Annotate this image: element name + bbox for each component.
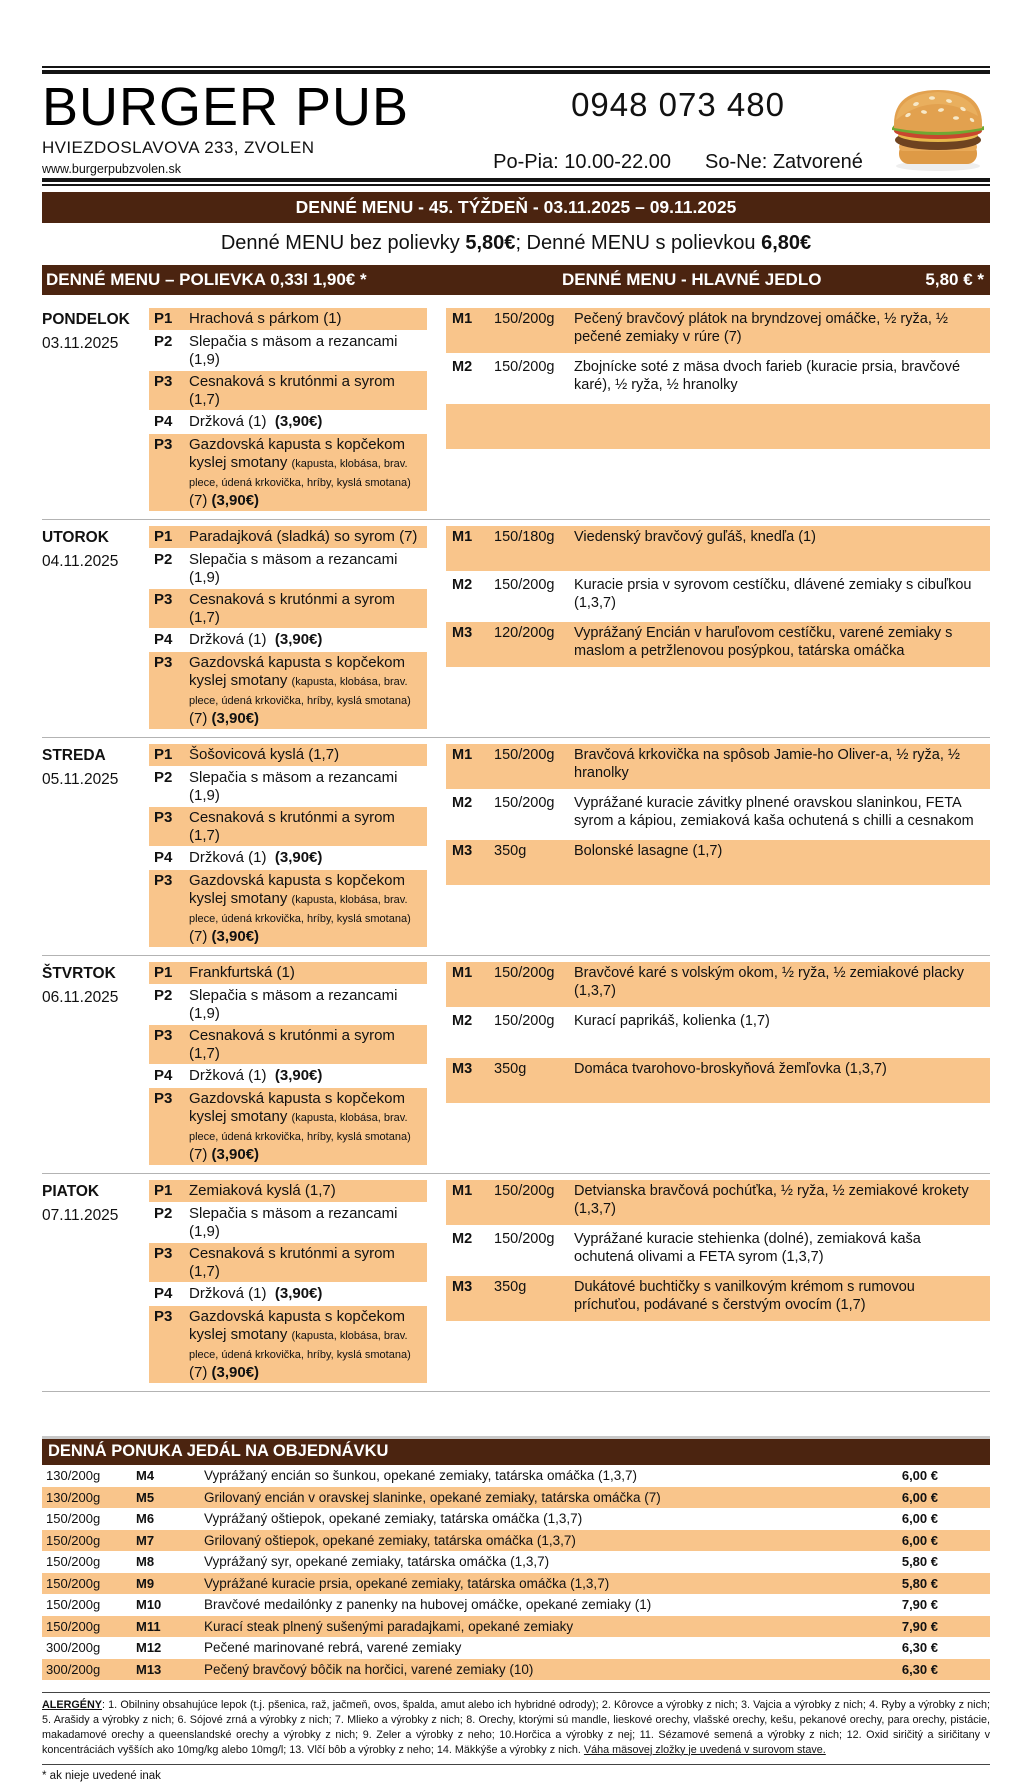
order-item-weight: 300/200g bbox=[46, 1640, 101, 1656]
soup-row bbox=[149, 1243, 427, 1282]
order-item-code: M13 bbox=[136, 1661, 162, 1677]
order-item-price: 6,00 € bbox=[901, 1489, 938, 1505]
soup-name: Slepačia s mäsom a rezancami (1,9) bbox=[189, 987, 398, 1022]
soup-row bbox=[149, 1065, 427, 1087]
restaurant-address: HVIEZDOSLAVOVA 233, ZVOLEN bbox=[42, 138, 315, 157]
main-code: M3 bbox=[452, 843, 473, 859]
soup-code: P3 bbox=[154, 1245, 173, 1262]
order-items-list bbox=[42, 1465, 990, 1680]
main-text: Vyprážaný Encián v haruľovom cestíčku, varené zemiaky s maslom a petržlenovou posýpkou, tatárska omáčka bbox=[574, 625, 953, 659]
soup-spacer bbox=[267, 1067, 275, 1084]
order-item-text: Kurací steak plnený sušenými paradajkami, opekané zemiaky bbox=[204, 1618, 574, 1634]
order-item-code: M9 bbox=[136, 1575, 155, 1591]
soup-spacer bbox=[267, 849, 275, 866]
main-code: M2 bbox=[452, 795, 473, 811]
soup-name: Držková (1) bbox=[189, 849, 267, 866]
mains-column bbox=[446, 744, 990, 948]
day-label bbox=[42, 744, 130, 948]
main-weight bbox=[494, 404, 574, 449]
day-name: PONDELOK bbox=[42, 311, 130, 328]
main-code: M3 bbox=[452, 625, 473, 641]
day-name: UTOROK bbox=[42, 529, 109, 546]
order-item-price: 6,30 € bbox=[901, 1640, 938, 1656]
main-code: M3 bbox=[452, 1061, 473, 1077]
soup-code: P1 bbox=[154, 1182, 173, 1199]
soup-text bbox=[189, 1285, 427, 1304]
order-item-code: M8 bbox=[136, 1554, 155, 1570]
order-item-code: M6 bbox=[136, 1511, 155, 1527]
mains-column bbox=[446, 962, 990, 1166]
soup-name: Cesnaková s krutónmi a syrom (1,7) bbox=[189, 809, 395, 844]
soup-name: Zemiaková kyslá (1,7) bbox=[189, 1182, 336, 1199]
order-item-code: M12 bbox=[136, 1640, 162, 1656]
soup-code: P3 bbox=[154, 373, 173, 390]
day-date: 07.11.2025 bbox=[42, 1207, 119, 1224]
soup-extra-price: (3,90€) bbox=[211, 1146, 260, 1163]
main-dish-row bbox=[446, 356, 990, 401]
allergens-weight-note: Váha mäsovej zložky je uvedená v surovom stave. bbox=[583, 1743, 826, 1756]
soup-name: Paradajková (sladká) so syrom (7) bbox=[189, 528, 418, 545]
soup-column-header: DENNÉ MENU – POLIEVKA 0,33l 1,90€ * bbox=[46, 270, 367, 289]
day-name: STREDA bbox=[42, 747, 106, 764]
order-item-row bbox=[42, 1637, 990, 1659]
soup-extra-price: (3,90€) bbox=[274, 1067, 323, 1084]
main-text bbox=[574, 404, 990, 449]
soup-row bbox=[149, 870, 427, 947]
soup-row bbox=[149, 411, 427, 433]
soup-text bbox=[189, 1090, 427, 1164]
soup-allergens: (7) bbox=[189, 492, 212, 509]
soup-extra-price: (3,90€) bbox=[211, 928, 260, 945]
soup-ingredients: (kapusta, klobása, brav. plece, údená krkovička, hríby, kyslá smotana) bbox=[189, 1330, 411, 1361]
main-code: M2 bbox=[452, 359, 473, 375]
soup-code: P1 bbox=[154, 746, 173, 763]
soup-name: Gazdovská kapusta s kopčekom kyslej smotany bbox=[189, 1090, 405, 1125]
soup-name: Cesnaková s krutónmi a syrom (1,7) bbox=[189, 591, 395, 626]
allergens-text: : 1. Obilniny obsahujúce lepok (t.j. pšenica, raž, jačmeň, ovos, špalda, amut alebo ich hybridné odrody); 2. Kôrovce a výrobky z nich; 3. Vajcia a výrobky z nich; 4. Ryby a výrobky z nich; 5. Arašidy a výrobky z nich; 6. Sójové zrná a výrobky z nich; 7. Mlieko a výrobky z nich; 8. Orechy, ktorými sú mandle, lieskové orechy, vlašské orechy, kešu, pekanové orechy, para orechy, pistácie, makadamové orechy a queenslandské orechy a výrobky z nich; 9. Zeler a výrobky z neho; 10.Horčica a výrobky z nej; 11. Sézamové semená a výrobky z nich; 12. Oxid siričitý a siričitany v koncentráciách vyšších ako 10mg/kg alebo 10mg/l; 13. Vlčí bôb a výrobky z neho; 14. Mäkkýše a výrobky z nich. bbox=[42, 1699, 990, 1756]
order-item-weight: 130/200g bbox=[46, 1489, 101, 1505]
soup-text bbox=[189, 746, 427, 765]
order-item-row bbox=[42, 1508, 990, 1530]
main-weight: 150/180g bbox=[494, 529, 555, 545]
order-item-text: Pečený bravčový bôčik na horčici, varené zemiaky (10) bbox=[204, 1661, 534, 1677]
header-bottom-rule bbox=[42, 178, 990, 186]
soup-row bbox=[149, 652, 427, 729]
main-weight: 150/200g bbox=[494, 311, 555, 327]
menu-price-subtitle bbox=[42, 232, 990, 255]
soup-name: Cesnaková s krutónmi a syrom (1,7) bbox=[189, 1245, 395, 1280]
main-dish-row bbox=[446, 622, 990, 667]
soup-code: P3 bbox=[154, 809, 173, 826]
soup-row bbox=[149, 526, 427, 548]
main-dish-row bbox=[446, 1180, 990, 1225]
order-item-code: M11 bbox=[136, 1618, 161, 1634]
day-section bbox=[42, 302, 990, 519]
soup-text bbox=[189, 872, 427, 946]
main-text: Kurací paprikáš, kolienka (1,7) bbox=[574, 1013, 770, 1029]
order-item-row bbox=[42, 1487, 990, 1509]
main-dish-row bbox=[446, 840, 990, 885]
order-item-row bbox=[42, 1465, 990, 1487]
order-item-weight: 150/200g bbox=[46, 1554, 101, 1570]
main-dish-row bbox=[446, 1058, 990, 1103]
order-item-text: Grilovaný oštiepok, opekané zemiaky, tatárska omáčka (1,3,7) bbox=[204, 1532, 576, 1548]
brand-block bbox=[42, 78, 478, 176]
day-label bbox=[42, 962, 130, 1166]
soup-name: Cesnaková s krutónmi a syrom (1,7) bbox=[189, 373, 395, 408]
order-item-row bbox=[42, 1573, 990, 1595]
mains-column bbox=[446, 1180, 990, 1384]
soup-text bbox=[189, 809, 427, 845]
soup-text bbox=[189, 964, 427, 983]
soup-extra-price: (3,90€) bbox=[211, 1364, 260, 1381]
soup-extra-price: (3,90€) bbox=[211, 492, 260, 509]
soup-text bbox=[189, 1182, 427, 1201]
main-weight: 120/200g bbox=[494, 625, 555, 641]
soup-text bbox=[189, 528, 427, 547]
soup-name: Držková (1) bbox=[189, 1285, 267, 1302]
columns-header-bar bbox=[42, 265, 990, 295]
soup-row bbox=[149, 962, 427, 984]
soup-code: P4 bbox=[154, 413, 173, 430]
order-item-row bbox=[42, 1616, 990, 1638]
soup-allergens: (7) bbox=[189, 710, 212, 727]
main-dish-row bbox=[446, 404, 990, 449]
main-dish-row bbox=[446, 744, 990, 789]
weekly-menu-title-bar: DENNÉ MENU - 45. TÝŽDEŇ - 03.11.2025 – 09.11.2025 bbox=[42, 192, 990, 223]
soup-code: P3 bbox=[154, 591, 173, 608]
main-text: Domáca tvarohovo-broskyňová žemľovka (1,3,7) bbox=[574, 1061, 887, 1077]
phone-number: 0948 073 480 bbox=[571, 86, 785, 123]
order-item-weight: 150/200g bbox=[46, 1511, 101, 1527]
main-weight: 150/200g bbox=[494, 1231, 555, 1247]
main-text: Bolonské lasagne (1,7) bbox=[574, 843, 723, 859]
main-code: M1 bbox=[452, 747, 473, 763]
main-text: Vyprážané kuracie závitky plnené oravskou slaninkou, FETA syrom a kápiou, zemiaková kaša ochutená s chilli a cesnakom bbox=[574, 795, 974, 829]
soup-name: Slepačia s mäsom a rezancami (1,9) bbox=[189, 551, 398, 586]
soup-code: P3 bbox=[154, 436, 173, 453]
day-section bbox=[42, 737, 990, 955]
soup-name: Slepačia s mäsom a rezancami (1,9) bbox=[189, 333, 398, 368]
soup-code: P2 bbox=[154, 333, 173, 350]
soup-text bbox=[189, 769, 427, 805]
order-item-code: M4 bbox=[136, 1468, 155, 1484]
soup-spacer bbox=[267, 413, 275, 430]
soup-code: P2 bbox=[154, 769, 173, 786]
main-dish-row bbox=[446, 792, 990, 837]
order-item-weight: 150/200g bbox=[46, 1597, 101, 1613]
soup-text bbox=[189, 987, 427, 1023]
main-dish-row bbox=[446, 1228, 990, 1273]
mains-column bbox=[446, 526, 990, 730]
main-weight: 350g bbox=[494, 843, 527, 859]
soup-code: P1 bbox=[154, 528, 173, 545]
soup-extra-price: (3,90€) bbox=[274, 413, 323, 430]
soups-column bbox=[149, 1180, 427, 1384]
soup-code: P3 bbox=[154, 654, 173, 671]
soup-name: Hrachová s párkom (1) bbox=[189, 310, 342, 327]
soup-name: Slepačia s mäsom a rezancami (1,9) bbox=[189, 769, 398, 804]
day-section bbox=[42, 519, 990, 737]
main-weight: 350g bbox=[494, 1279, 527, 1295]
main-dish-row bbox=[446, 526, 990, 571]
soup-extra-price: (3,90€) bbox=[274, 849, 323, 866]
soup-ingredients: (kapusta, klobása, brav. plece, údená krkovička, hríby, kyslá smotana) bbox=[189, 458, 411, 489]
order-item-weight: 150/200g bbox=[46, 1575, 101, 1591]
daily-menu-table bbox=[42, 302, 990, 1392]
main-code: M1 bbox=[452, 965, 473, 981]
burger-photo bbox=[878, 78, 990, 176]
main-text: Bravčová krkovička na spôsob Jamie-ho Oliver-a, ½ ryža, ½ hranolky bbox=[574, 747, 961, 781]
soup-code: P4 bbox=[154, 849, 173, 866]
order-item-price: 5,80 € bbox=[901, 1575, 938, 1591]
order-item-price: 7,90 € bbox=[901, 1618, 938, 1634]
soup-text bbox=[189, 1308, 427, 1382]
main-text: Zbojnícke soté z mäsa dvoch farieb (kuracie prsia, bravčové karé), ½ ryža, ½ hranolky bbox=[574, 359, 961, 393]
order-item-price: 7,90 € bbox=[901, 1597, 938, 1613]
soup-row bbox=[149, 629, 427, 651]
subtitle-part2: ; Denné MENU s polievkou bbox=[515, 232, 762, 254]
main-text: Detvianska bravčová pochúťka, ½ ryža, ½ zemiakové krokety (1,3,7) bbox=[574, 1183, 969, 1217]
soup-row bbox=[149, 1203, 427, 1242]
order-item-code: M10 bbox=[136, 1597, 162, 1613]
main-weight: 150/200g bbox=[494, 795, 555, 811]
soup-name: Držková (1) bbox=[189, 413, 267, 430]
main-code bbox=[446, 404, 494, 449]
soup-text bbox=[189, 1205, 427, 1241]
order-section-title: DENNÁ PONUKA JEDÁL NA OBJEDNÁVKU bbox=[42, 1436, 990, 1465]
main-weight: 150/200g bbox=[494, 1013, 555, 1029]
order-item-weight: 130/200g bbox=[46, 1468, 101, 1484]
main-text: Dukátové buchtičky s vanilkovým krémom s rumovou príchuťou, podávané s čerstvým ovocím (1,7) bbox=[574, 1279, 915, 1313]
day-section bbox=[42, 955, 990, 1173]
soup-text bbox=[189, 1067, 427, 1086]
main-code: M1 bbox=[452, 529, 473, 545]
soup-text bbox=[189, 591, 427, 627]
soup-name: Šošovicová kyslá (1,7) bbox=[189, 746, 340, 763]
main-weight: 150/200g bbox=[494, 965, 555, 981]
day-name: ŠTVRTOK bbox=[42, 965, 116, 982]
order-item-weight: 150/200g bbox=[46, 1532, 101, 1548]
opening-hours bbox=[478, 151, 878, 174]
order-section bbox=[42, 1436, 990, 1680]
soup-allergens: (7) bbox=[189, 1146, 212, 1163]
soup-row bbox=[149, 331, 427, 370]
main-text: Viedenský bravčový guľáš, knedľa (1) bbox=[574, 529, 816, 545]
order-item-text: Pečené marinované rebrá, varené zemiaky bbox=[204, 1640, 462, 1656]
soup-name: Gazdovská kapusta s kopčekom kyslej smotany bbox=[189, 872, 405, 907]
day-date: 03.11.2025 bbox=[42, 335, 119, 352]
main-dish-row bbox=[446, 1276, 990, 1321]
soup-extra-price: (3,90€) bbox=[211, 710, 260, 727]
mains-column bbox=[446, 308, 990, 512]
main-weight: 150/200g bbox=[494, 1183, 555, 1199]
soup-row bbox=[149, 1283, 427, 1305]
soup-ingredients: (kapusta, klobása, brav. plece, údená krkovička, hríby, kyslá smotana) bbox=[189, 676, 411, 707]
order-item-row bbox=[42, 1551, 990, 1573]
soup-code: P3 bbox=[154, 1308, 173, 1325]
soup-name: Gazdovská kapusta s kopčekom kyslej smotany bbox=[189, 436, 405, 471]
order-item-text: Vyprážaný oštiepok, opekané zemiaky, tatárska omáčka (1,3,7) bbox=[204, 1511, 583, 1527]
soup-text bbox=[189, 436, 427, 510]
order-item-weight: 300/200g bbox=[46, 1661, 101, 1677]
soup-row bbox=[149, 1306, 427, 1383]
soup-row bbox=[149, 1025, 427, 1064]
main-weight: 150/200g bbox=[494, 359, 555, 375]
order-item-weight: 150/200g bbox=[46, 1618, 101, 1634]
soup-spacer bbox=[267, 631, 275, 648]
hours-weekdays: Po-Pia: 10.00-22.00 bbox=[493, 151, 672, 173]
soup-row bbox=[149, 371, 427, 410]
soup-text bbox=[189, 333, 427, 369]
day-label bbox=[42, 526, 130, 730]
soup-code: P3 bbox=[154, 872, 173, 889]
order-item-price: 6,30 € bbox=[901, 1661, 938, 1677]
subtitle-price-with-soup: 6,80€ bbox=[761, 232, 812, 254]
order-item-text: Grilovaný encián v oravskej slaninke, opekané zemiaky, tatárska omáčka (7) bbox=[204, 1489, 661, 1505]
soup-code: P1 bbox=[154, 310, 173, 327]
main-dish-column-header: DENNÉ MENU - HLAVNÉ JEDLO bbox=[562, 270, 822, 289]
soup-text bbox=[189, 631, 427, 650]
main-code: M1 bbox=[452, 1183, 473, 1199]
main-dish-row bbox=[446, 962, 990, 1007]
soups-column bbox=[149, 526, 427, 730]
header-top-rule bbox=[42, 66, 990, 74]
soup-row bbox=[149, 847, 427, 869]
soup-text bbox=[189, 1245, 427, 1281]
main-text: Pečený bravčový plátok na bryndzovej omáčke, ½ ryža, ½ pečené zemiaky v rúre (7) bbox=[574, 311, 948, 345]
allergens-label: ALERGÉNY bbox=[42, 1699, 102, 1711]
soup-code: P2 bbox=[154, 987, 173, 1004]
soup-code: P1 bbox=[154, 964, 173, 981]
soup-text bbox=[189, 310, 427, 329]
soup-spacer bbox=[267, 1285, 275, 1302]
soup-row bbox=[149, 767, 427, 806]
main-code: M2 bbox=[452, 1231, 473, 1247]
main-dish-row bbox=[446, 574, 990, 619]
soup-text bbox=[189, 373, 427, 409]
restaurant-website: www.burgerpubzvolen.sk bbox=[42, 162, 181, 176]
hours-weekend: So-Ne: Zatvorené bbox=[705, 151, 863, 173]
soup-name: Frankfurtská (1) bbox=[189, 964, 295, 981]
soup-ingredients: (kapusta, klobása, brav. plece, údená krkovička, hríby, kyslá smotana) bbox=[189, 1112, 411, 1143]
footer bbox=[42, 1692, 990, 1782]
soup-text bbox=[189, 1027, 427, 1063]
soup-name: Gazdovská kapusta s kopčekom kyslej smotany bbox=[189, 654, 405, 689]
soup-text bbox=[189, 551, 427, 587]
day-label bbox=[42, 308, 130, 512]
main-text: Kuracie prsia v syrovom cestíčku, dlávené zemiaky s cibuľkou (1,3,7) bbox=[574, 577, 972, 611]
order-item-text: Vyprážaný encián so šunkou, opekané zemiaky, tatárska omáčka (1,3,7) bbox=[204, 1468, 637, 1484]
order-item-text: Vyprážaný syr, opekané zemiaky, tatárska omáčka (1,3,7) bbox=[204, 1554, 550, 1570]
day-date: 05.11.2025 bbox=[42, 771, 119, 788]
soup-row bbox=[149, 589, 427, 628]
header bbox=[42, 74, 990, 178]
day-section bbox=[42, 1173, 990, 1391]
soup-name: Držková (1) bbox=[189, 1067, 267, 1084]
soups-column bbox=[149, 744, 427, 948]
day-date: 04.11.2025 bbox=[42, 553, 119, 570]
soup-code: P3 bbox=[154, 1090, 173, 1107]
soup-name: Držková (1) bbox=[189, 631, 267, 648]
main-weight: 350g bbox=[494, 1061, 527, 1077]
soup-name: Slepačia s mäsom a rezancami (1,9) bbox=[189, 1205, 398, 1240]
soups-column bbox=[149, 962, 427, 1166]
main-code: M2 bbox=[452, 577, 473, 593]
order-item-price: 5,80 € bbox=[901, 1554, 938, 1570]
order-item-text: Vyprážané kuracie prsia, opekané zemiaky, tatárska omáčka (1,3,7) bbox=[204, 1575, 610, 1591]
soup-name: Cesnaková s krutónmi a syrom (1,7) bbox=[189, 1027, 395, 1062]
main-code: M3 bbox=[452, 1279, 473, 1295]
soup-row bbox=[149, 1180, 427, 1202]
soup-row bbox=[149, 549, 427, 588]
soup-code: P2 bbox=[154, 551, 173, 568]
day-name: PIATOK bbox=[42, 1183, 100, 1200]
subtitle-part1: Denné MENU bez polievky bbox=[220, 232, 466, 254]
soup-allergens: (7) bbox=[189, 928, 212, 945]
main-code: M1 bbox=[452, 311, 473, 327]
main-dish-price: 5,80 € * bbox=[925, 270, 984, 289]
subtitle-price-without-soup: 5,80€ bbox=[465, 232, 516, 254]
soup-extra-price: (3,90€) bbox=[274, 1285, 323, 1302]
order-item-code: M7 bbox=[136, 1532, 155, 1548]
soup-extra-price: (3,90€) bbox=[274, 631, 323, 648]
order-item-price: 6,00 € bbox=[901, 1532, 938, 1548]
order-item-price: 6,00 € bbox=[901, 1511, 938, 1527]
order-item-code: M5 bbox=[136, 1489, 155, 1505]
main-weight: 150/200g bbox=[494, 577, 555, 593]
soup-text bbox=[189, 849, 427, 868]
soup-ingredients: (kapusta, klobása, brav. plece, údená krkovička, hríby, kyslá smotana) bbox=[189, 894, 411, 925]
allergens-paragraph bbox=[42, 1692, 990, 1765]
soup-row bbox=[149, 985, 427, 1024]
main-text: Vyprážané kuracie stehienka (dolné), zemiaková kaša ochutená olivami a FETA syrom (1,3,7) bbox=[574, 1231, 921, 1265]
order-item-price: 6,00 € bbox=[901, 1468, 938, 1484]
soup-code: P4 bbox=[154, 1285, 173, 1302]
soup-row bbox=[149, 1088, 427, 1165]
order-item-row bbox=[42, 1659, 990, 1681]
day-label bbox=[42, 1180, 130, 1384]
restaurant-name: BURGER PUB bbox=[42, 77, 410, 137]
burger-icon bbox=[886, 82, 990, 172]
order-item-row bbox=[42, 1594, 990, 1616]
soup-code: P2 bbox=[154, 1205, 173, 1222]
main-dish-row bbox=[446, 308, 990, 353]
order-item-row bbox=[42, 1530, 990, 1552]
soup-code: P4 bbox=[154, 631, 173, 648]
day-date: 06.11.2025 bbox=[42, 989, 119, 1006]
soup-text bbox=[189, 654, 427, 728]
soup-row bbox=[149, 744, 427, 766]
soup-name: Gazdovská kapusta s kopčekom kyslej smotany bbox=[189, 1308, 405, 1343]
main-dish-row bbox=[446, 1010, 990, 1055]
soups-column bbox=[149, 308, 427, 512]
soup-allergens: (7) bbox=[189, 1364, 212, 1381]
soup-text bbox=[189, 413, 427, 432]
order-item-text: Bravčové medailónky z panenky na hubovej omáčke, opekané zemiaky (1) bbox=[204, 1597, 652, 1613]
soup-row bbox=[149, 308, 427, 330]
main-weight: 150/200g bbox=[494, 747, 555, 763]
contact-block bbox=[478, 78, 878, 176]
soup-row bbox=[149, 807, 427, 846]
asterisk-note: * ak nieje uvedené inak bbox=[42, 1769, 161, 1782]
main-text: Bravčové karé s volským okom, ½ ryža, ½ zemiakové placky (1,3,7) bbox=[574, 965, 965, 999]
soup-code: P4 bbox=[154, 1067, 173, 1084]
soup-row bbox=[149, 434, 427, 511]
soup-code: P3 bbox=[154, 1027, 173, 1044]
main-code: M2 bbox=[452, 1013, 473, 1029]
